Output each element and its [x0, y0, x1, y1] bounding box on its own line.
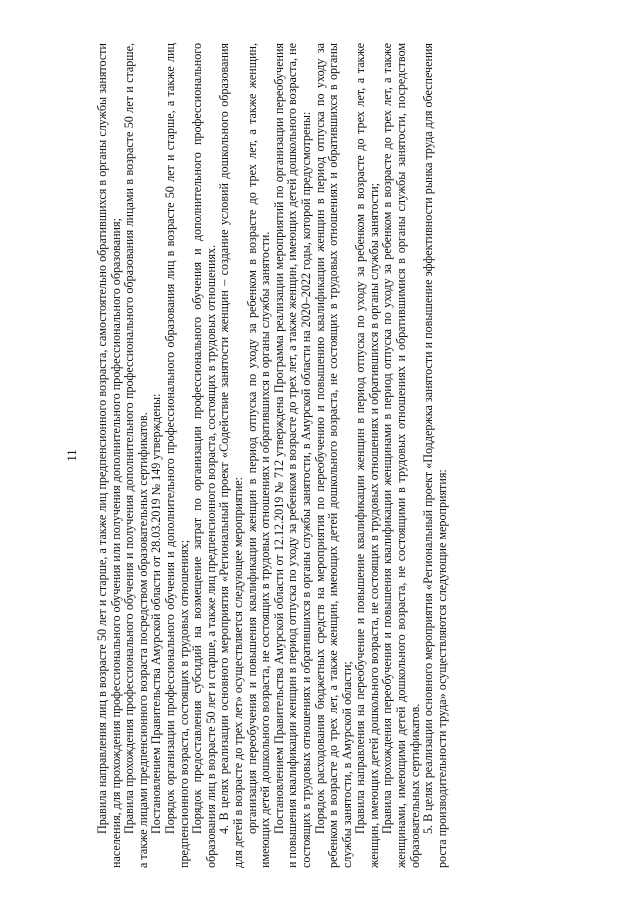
paragraph: Порядок организации профессионального обучения и дополнительного профессионального образования лиц в возрасте 50 лет и старше, а также лиц предпенсионного возраста, состоящих в трудовых отношениях;: [162, 43, 191, 868]
paragraph: Правила направления на переобучение и повышение квалификации женщин в период отпуска по уходу за ребенком в возрасте до трех лет, а также женщин, имеющих детей дошкольного возраста, не состоящих в трудовых отношениях и обратившихся в органы службы занятости;: [353, 43, 381, 868]
rotated-page-content: [62, 43, 582, 868]
paragraph: Порядок расходования бюджетных средств на мероприятия по переобучению и повышению квалификации женщин в период отпуска по уходу за ребенком в возрасте до трех лет, а также женщин, имеющих детей дошкольного возраста, не состоящих в трудовых отношениях и обратившихся в органы службы занятости, в Амурской области;: [312, 43, 354, 868]
paragraph: Постановлением Правительства Амурской области от 28.03.2019 № 149 утверждены:: [149, 393, 164, 834]
paragraph: Правила направления лиц в возрасте 50 лет и старше, а также лиц предпенсионного возраста, самостоятельно обратившихся в органы службы занятости населения, для прохождения профессионального обучения или получения дополнительного профессионального образования;: [95, 43, 123, 868]
paragraph: 5. В целях реализации основного мероприятия «Региональный проект «Поддержка занятости и повышение эффективности рынка труда для обеспечения роста производительности труда» осуществляются следующие мероприятия:: [421, 43, 449, 868]
paragraph: Правила прохождения переобучения и повышения квалификации женщинами в период отпуска по уходу за ребенком в возрасте до трех лет, а также женщинами, имеющими детей дошкольного возраста, не состоящими в трудовых отношениях и обратившимися в органы службы занятости, посредством образовательных сертификатов.: [380, 43, 422, 868]
paragraph: 4. В целях реализации основного мероприятия «Региональный проект «Содействие занятости женщин – создание условий дошкольного образования для детей в возрасте до трех лет» осуществляется следующее мероприятие:: [217, 43, 245, 868]
page-number: 11: [65, 449, 79, 462]
document-body: [96, 43, 449, 868]
paragraph: Правила прохождения профессионального обучения и получения дополнительного профессионального образования лицами в возрасте 50 лет и старше, а также лицами предпенсионного возраста посредством образовательных сертификатов.: [122, 43, 150, 868]
paragraph: организация переобучения и повышения квалификации женщин в период отпуска по уходу за ребенком в возрасте до трех лет, а также женщин, имеющих детей дошкольного возраста, не состоящих в трудовых отношениях и обратившихся в органы службы занятости.: [244, 43, 273, 868]
paragraph: Постановлением Правительства Амурской области от 12.12.2019 № 712 утверждена Программа реализации мероприятий по организации переобучения и повышения квалификации женщин в период отпуска по уходу за ребенком в возрасте до трех лет, а также женщин, имеющих детей дошкольного возраста, не состоящих в трудовых отношениях и обратившихся в органы службы занятости, в Амурской области на 2020–2022 годы, которой предусмотрены:: [271, 43, 313, 868]
paragraph: Порядок предоставления субсидий на возмещение затрат по организации профессионального обучения и дополнительного профессионального образования лиц в возрасте 50 лет и старше, а также лиц предпенсионного возраста, состоящих в трудовых отношениях.: [190, 43, 218, 868]
